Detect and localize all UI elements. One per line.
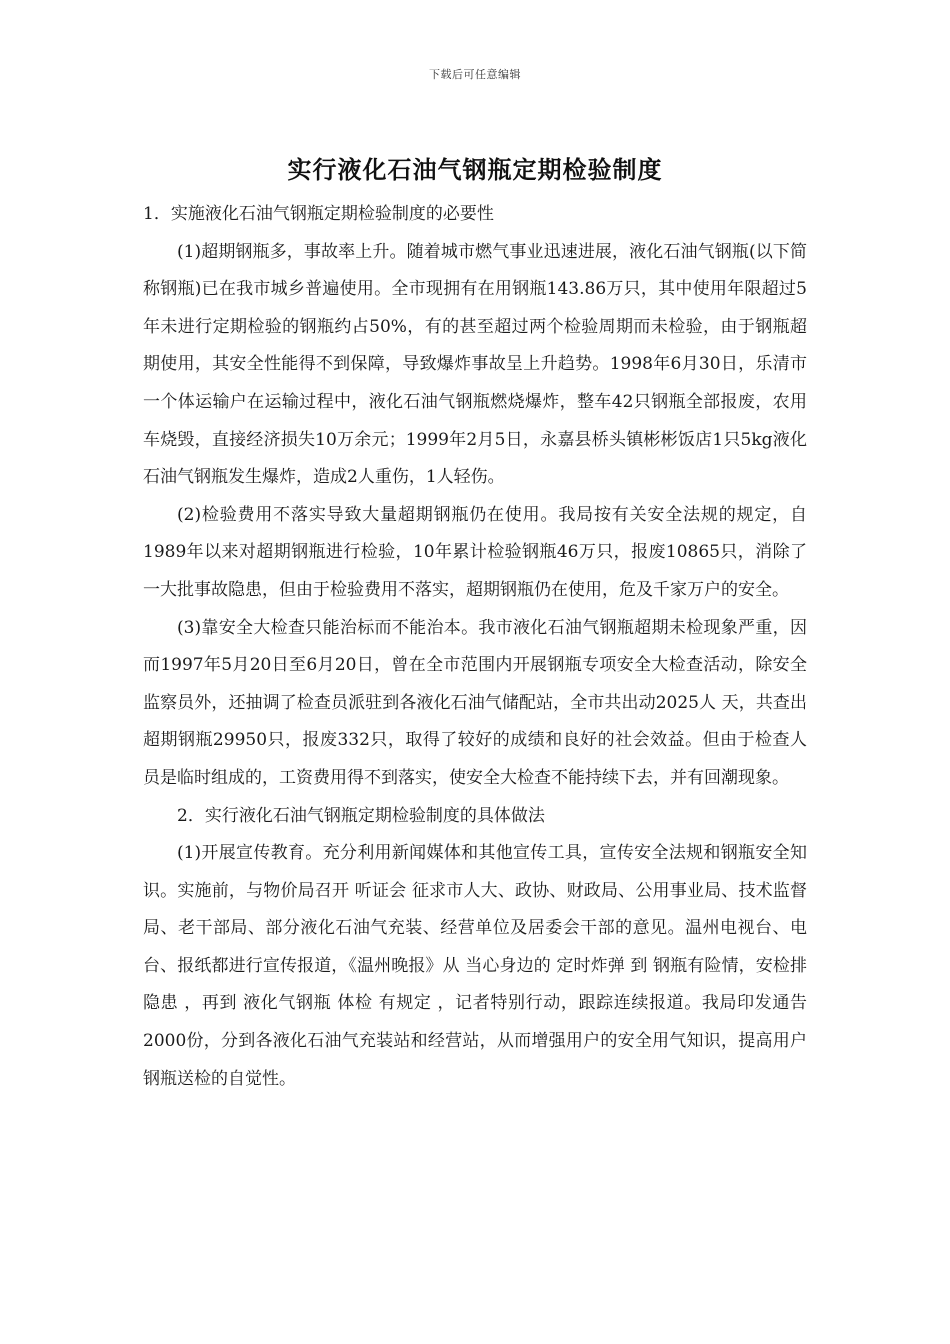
paragraph: (1)超期钢瓶多，事故率上升。随着城市燃气事业迅速进展，液化石油气钢瓶(以下简称钢瓶)已在我市城乡普遍使用。全市现拥有在用钢瓶143.86万只，其中使用年限超过5年未进行定期检验的钢瓶约占50%，有的甚至超过两个检验周期而未检验，由于钢瓶超期使用，其安全性能得不到保障，导致爆炸事故呈上升趋势。1998年6月30日，乐清市一个体运输户在运输过程中，液化石油气钢瓶燃烧爆炸，整车42只钢瓶全部报废，农用车烧毁，直接经济损失10万余元；1999年2月5日，永嘉县桥头镇彬彬饭店1只5kg液化石油气钢瓶发生爆炸，造成2人重伤，1人轻伤。 xyxy=(143,241,807,488)
document-body xyxy=(143,196,807,1098)
paragraph: (1)开展宣传教育。充分利用新闻媒体和其他宣传工具，宣传安全法规和钢瓶安全知识。实施前，与物价局召开 听证会 征求市人大、政协、财政局、公用事业局、技术监督局、老干部局、部分液化石油气充装、经营单位及居委会干部的意见。温州电视台、电台、报纸都进行宣传报道，《温州晚报》从 当心身边的 定时炸弹 到 钢瓶有险情，安检排隐患 ，再到 液化气钢瓶 体检 有规定 ，记者特别行动，跟踪连续报道。我局印发通告2000份，分到各液化石油气充装站和经营站，从而增强用户的安全用气知识，提高用户钢瓶送检的自觉性。 xyxy=(143,843,807,1089)
section-heading-2: 2．实行液化石油气钢瓶定期检验制度的具体做法 xyxy=(177,805,545,826)
header-note: 下载后可任意编辑 xyxy=(429,68,521,81)
paragraph: (2)检验费用不落实导致大量超期钢瓶仍在使用。我局按有关安全法规的规定，自1989年以来对超期钢瓶进行检验，10年累计检验钢瓶46万只，报废10865只，消除了一大批事故隐患，但由于检验费用不落实，超期钢瓶仍在使用，危及千家万户的安全。 xyxy=(143,504,807,600)
section-heading-1: 1．实施液化石油气钢瓶定期检验制度的必要性 xyxy=(143,204,494,224)
document-title: 实行液化石油气钢瓶定期检验制度 xyxy=(287,156,663,184)
paragraph: (3)靠安全大检查只能治标而不能治本。我市液化石油气钢瓶超期未检现象严重，因而1997年5月20日至6月20日，曾在全市范围内开展钢瓶专项安全大检查活动，除安全监察员外，还抽调了检查员派驻到各液化石油气储配站，全市共出动2025人 天，共查出超期钢瓶29950只，报废332只，取得了较好的成绩和良好的社会效益。但由于检查人员是临时组成的，工资费用得不到落实，使安全大检查不能持续下去，并有回潮现象。 xyxy=(143,617,807,788)
